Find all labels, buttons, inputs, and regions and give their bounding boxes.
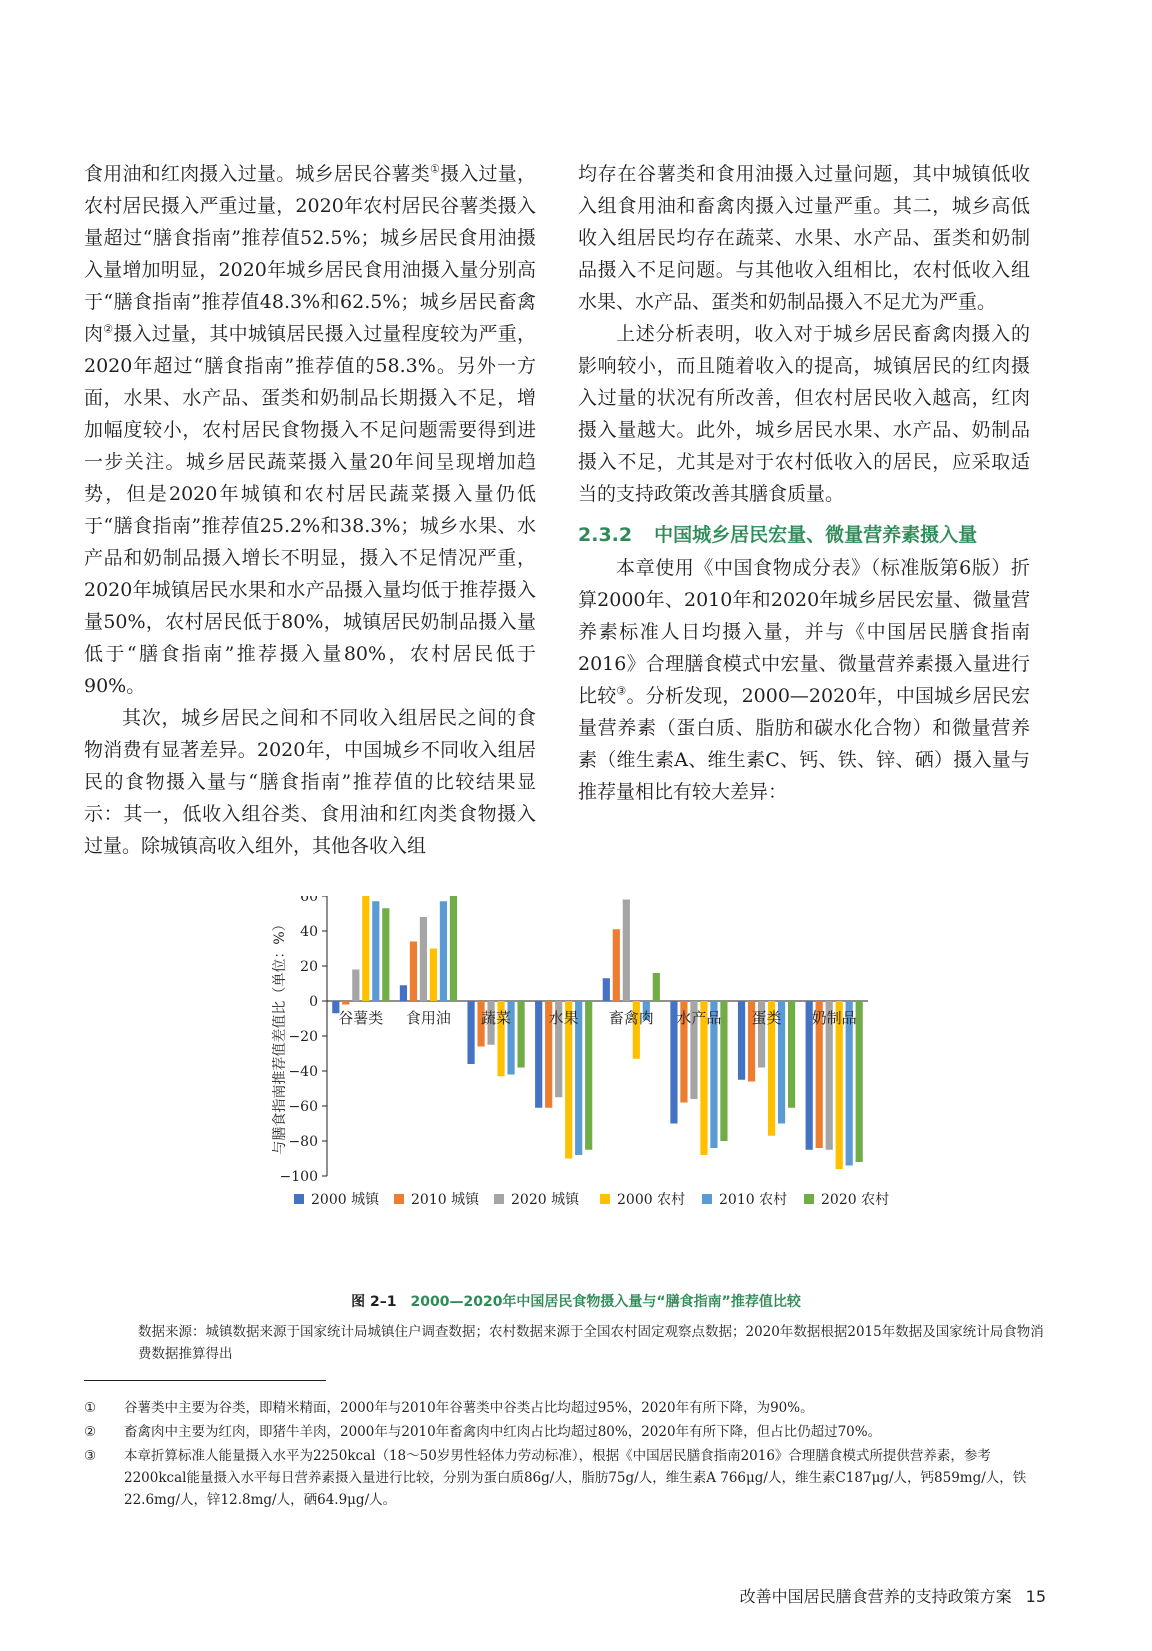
- bar: [535, 1001, 542, 1108]
- bar: [420, 917, 427, 1001]
- legend-label: 2010 农村: [719, 1192, 788, 1208]
- section-title: 中国城乡居民宏量、微量营养素摄入量: [654, 524, 978, 546]
- section-heading: [578, 518, 1030, 552]
- bar: [738, 1001, 745, 1080]
- category-label: 蛋类: [751, 1009, 782, 1027]
- footnotes: [84, 1397, 1044, 1513]
- bar: [440, 901, 447, 1001]
- y-tick-label: −80: [288, 1134, 318, 1150]
- bar: [517, 1001, 524, 1068]
- bar: [450, 896, 457, 1001]
- y-tick-label: 0: [309, 994, 318, 1010]
- legend-swatch: [294, 1194, 304, 1204]
- footnote-ref[interactable]: ③: [616, 684, 627, 698]
- data-source-note: 数据来源：城镇数据来源于国家统计局城镇住户调查数据；农村数据来源于全国农村固定观察点数据；2020年数据根据2015年数据及国家统计局食物消费数据推算得出: [138, 1324, 1044, 1362]
- bar: [613, 929, 620, 1001]
- page-footer: [740, 1584, 1046, 1607]
- page-number: 15: [1025, 1587, 1046, 1606]
- bar: [603, 978, 610, 1001]
- bar: [362, 896, 369, 1001]
- y-axis-title: 与膳食指南推荐值差值比（单位：%）: [272, 917, 288, 1155]
- legend-swatch: [804, 1194, 814, 1204]
- category-label: 蔬菜: [481, 1009, 512, 1027]
- y-tick-label: 40: [300, 924, 318, 940]
- bar: [410, 942, 417, 1002]
- legend-swatch: [394, 1194, 404, 1204]
- footnote-mark: ③: [84, 1448, 97, 1464]
- bar: [382, 908, 389, 1001]
- y-tick-label: −60: [288, 1099, 318, 1115]
- legend-label: 2020 农村: [821, 1192, 890, 1208]
- footnote-item: [84, 1445, 1044, 1511]
- legend-swatch: [702, 1194, 712, 1204]
- bar: [342, 1001, 349, 1005]
- y-tick-label: −20: [288, 1029, 318, 1045]
- bar: [372, 901, 379, 1001]
- category-label: 谷薯类: [338, 1009, 384, 1027]
- footnote-ref[interactable]: ①: [430, 162, 441, 176]
- figure-caption: [0, 1291, 1152, 1311]
- bar: [352, 970, 359, 1002]
- running-title: 改善中国居民膳食营养的支持政策方案: [739, 1587, 1012, 1606]
- left-column: [84, 158, 536, 862]
- y-tick-label: 20: [300, 959, 318, 975]
- bar: [467, 1001, 474, 1064]
- section-number: 2.3.2: [578, 524, 633, 546]
- figure-number: 图 2–1: [351, 1294, 397, 1310]
- category-label: 奶制品: [811, 1009, 857, 1027]
- bar: [400, 985, 407, 1001]
- y-tick-label: −100: [279, 1169, 318, 1185]
- footnote-item: [84, 1421, 1044, 1443]
- category-label: 畜禽肉: [608, 1009, 654, 1027]
- body-paragraph: 本章使用《中国食物成分表》（标准版第6版）折算2000年、2010年和2020年城乡居民宏量、微量营养素标准人日均摄入量，并与《中国居民膳食指南2016》合理膳食模式中宏量、微量营养素摄入量进行比较③。分析发现，2000—2020年，中国城乡居民宏量营养素（蛋白质、脂肪和碳水化合物）和微量营养素（维生素A、维生素C、钙、铁、锌、硒）摄入量与推荐量相比有较大差异：: [578, 557, 1030, 803]
- figure-chart: [270, 896, 930, 1256]
- y-tick-label: −40: [288, 1064, 318, 1080]
- footnote-mark: ①: [84, 1400, 97, 1416]
- body-paragraph: 均存在谷薯类和食用油摄入过量问题，其中城镇低收入组食用油和畜禽肉摄入过量严重。其二，城乡高低收入组居民均存在蔬菜、水果、水产品、蛋类和奶制品摄入不足问题。与其他收入组相比，农村低收入组水果、水产品、蛋类和奶制品摄入不足尤为严重。: [578, 163, 1030, 313]
- footnote-ref[interactable]: ②: [103, 322, 114, 336]
- bar-chart: [270, 896, 930, 1256]
- y-tick-label: 60: [300, 896, 318, 905]
- category-label: 食用油: [405, 1009, 451, 1027]
- legend-label: 2020 城镇: [511, 1192, 580, 1208]
- bar: [653, 973, 660, 1001]
- bar: [585, 1001, 592, 1150]
- legend-label: 2000 城镇: [311, 1192, 380, 1208]
- footnote-item: [84, 1397, 1044, 1419]
- right-column: [578, 158, 1030, 808]
- figure-title: 2000—2020年中国居民食物摄入量与“膳食指南”推荐值比较: [410, 1294, 801, 1310]
- bar: [623, 900, 630, 1002]
- footnote-divider: [84, 1380, 326, 1381]
- footnote-text: 本章折算标准人能量摄入水平为2250kcal（18～50岁男性轻体力劳动标准），根据《中国居民膳食指南2016》合理膳食模式所提供营养素，参考2200kcal能量摄入水平每日营养素摄入量进行比较，分别为蛋白质86g/人，脂肪75g/人，维生素A 766μg/人，维生素C187μg/人，钙859mg/人，铁22.6mg/人，锌12.8mg/人，硒64.9μg/人。: [124, 1448, 1027, 1508]
- legend-label: 2010 城镇: [411, 1192, 480, 1208]
- body-paragraph: 上述分析表明，收入对于城乡居民畜禽肉摄入的影响较小，而且随着收入的提高，城镇居民的红肉摄入过量的状况有所改善，但农村居民收入越高，红肉摄入量越大。此外，城乡居民水果、水产品、奶制品摄入不足，尤其是对于农村低收入的居民，应采取适当的支持政策改善其膳食质量。: [578, 323, 1030, 505]
- category-label: 水产品: [676, 1009, 722, 1027]
- footnote-text: 畜禽肉中主要为红肉，即猪牛羊肉，2000年与2010年畜禽肉中红肉占比均超过80%，2020年有所下降，但占比仍超过70%。: [124, 1424, 882, 1440]
- bar: [430, 949, 437, 1002]
- footnote-mark: ②: [84, 1424, 97, 1440]
- category-label: 水果: [548, 1009, 579, 1027]
- body-paragraph: 食用油和红肉摄入过量。城乡居民谷薯类①摄入过量，农村居民摄入严重过量，2020年农村居民谷薯类摄入量超过“膳食指南”推荐值52.5%；城乡居民食用油摄入量增加明显，2020年城乡居民食用油摄入量分别高于“膳食指南”推荐值48.3%和62.5%；城乡居民畜禽肉②摄入过量，其中城镇居民摄入过量程度较为严重，2020年超过“膳食指南”推荐值的58.3%。另外一方面，水果、水产品、蛋类和奶制品长期摄入不足，增加幅度较小，农村居民食物摄入不足问题需要得到进一步关注。城乡居民蔬菜摄入量20年间呈现增加趋势，但是2020年城镇和农村居民蔬菜摄入量仍低于“膳食指南”推荐值25.2%和38.3%；城乡水果、水产品和奶制品摄入增长不明显，摄入不足情况严重，2020年城镇居民水果和水产品摄入量均低于推荐摄入量50%，农村居民低于80%，城镇居民奶制品摄入量低于“膳食指南”推荐摄入量80%，农村居民低于90%。: [84, 162, 536, 697]
- legend-swatch: [494, 1194, 504, 1204]
- bar: [788, 1001, 795, 1108]
- footnote-text: 谷薯类中主要为谷类，即精米精面，2000年与2010年谷薯类中谷类占比均超过95%，2020年有所下降，为90%。: [124, 1400, 814, 1416]
- body-paragraph: 其次，城乡居民之间和不同收入组居民之间的食物消费有显著差异。2020年，中国城乡不同收入组居民的食物摄入量与“膳食指南”推荐值的比较结果显示：其一，低收入组谷类、食用油和红肉类食物摄入过量。除城镇高收入组外，其他各收入组: [84, 707, 536, 857]
- legend-label: 2000 农村: [617, 1192, 686, 1208]
- legend-swatch: [600, 1194, 610, 1204]
